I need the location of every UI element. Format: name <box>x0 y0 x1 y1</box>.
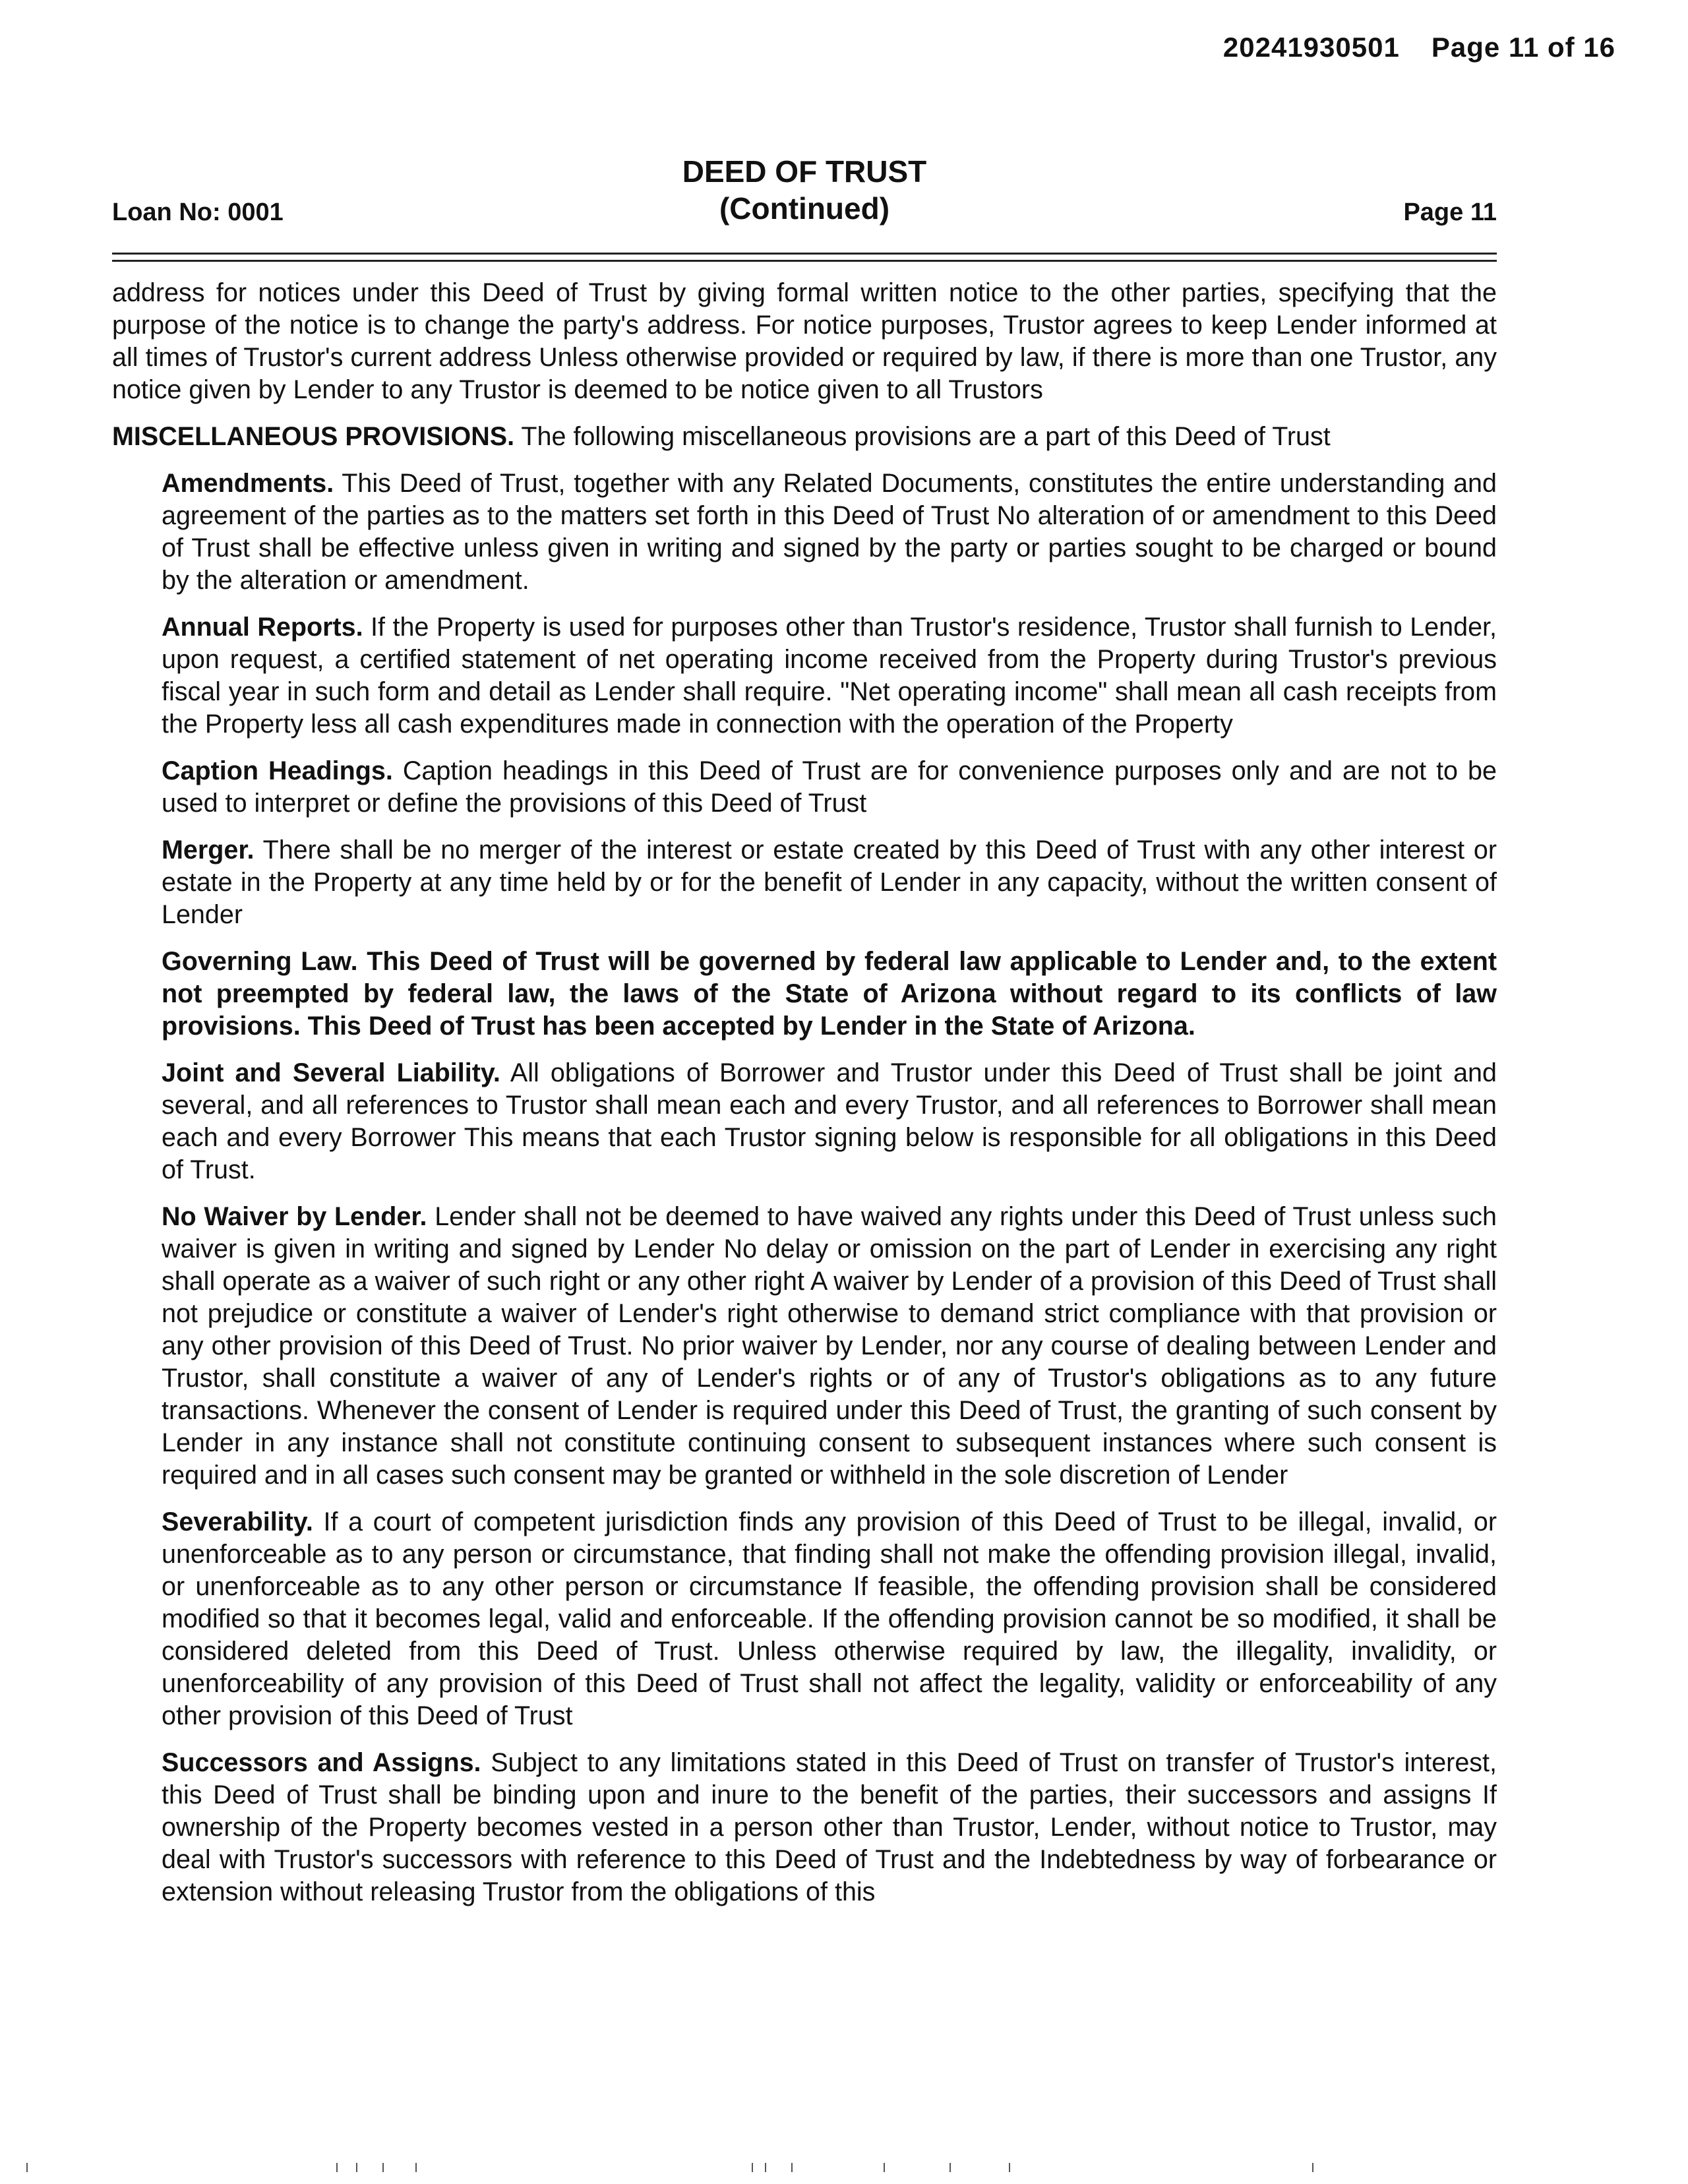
scan-mark <box>791 2163 793 2172</box>
provision-annual-reports <box>112 611 1497 741</box>
provision-text: Subject to any limitations stated in this Deed of Trust on transfer of Trustor's interest, this Deed of Trust shall be binding upon and inure to the benefit of the parties, their successors and assigns If ownership of the Property becomes vested in a person other than Trustor, Lender, without notice to Trustor, may deal with Trustor's successors with reference to this Deed of Trust and the Indebtedness by way of forbearance or extension without releasing Trustor from the obligations of this <box>162 1748 1497 1906</box>
provision-text: This Deed of Trust, together with any Related Documents, constitutes the entire understanding and agreement of the parties as to the matters set forth in this Deed of Trust No alteration of or amendment to this Deed of Trust shall be effective unless given in writing and signed by the party or parties sought to be charged or bound by the alteration or amendment. <box>162 469 1497 595</box>
scan-mark <box>884 2163 885 2172</box>
document-body <box>112 277 1497 1923</box>
provision-label: Severability. <box>162 1507 313 1536</box>
loan-number: Loan No: 0001 <box>112 198 284 226</box>
scan-mark <box>356 2163 357 2172</box>
provision-label: Annual Reports. <box>162 613 363 642</box>
provision-label: Amendments. <box>162 469 334 498</box>
record-number: 20241930501 <box>1222 32 1400 63</box>
scan-mark <box>415 2163 417 2172</box>
provision-text: This Deed of Trust will be governed by federal law applicable to Lender and, to the extent not preempted by federal law, the laws of the State of Arizona without regard to its conflicts of law provisions. This Deed of Trust has been accepted by Lender in the State of Arizona. <box>162 947 1497 1041</box>
title-continued: (Continued) <box>719 191 890 226</box>
scan-mark <box>1312 2163 1313 2172</box>
provision-successors-assigns <box>112 1747 1497 1908</box>
recording-number <box>1223 32 1615 63</box>
provision-caption-headings <box>112 755 1497 820</box>
provision-label: Governing Law. <box>162 947 358 976</box>
provision-governing-law <box>112 946 1497 1043</box>
provision-no-waiver <box>112 1201 1497 1492</box>
provision-text: If the Property is used for purposes other than Trustor's residence, Trustor shall furnish to Lender, upon request, a certified statement of net operating income received from the Property during Trustor's previous fiscal year in such form and detail as Lender shall require. "Net operating income" shall mean all cash receipts from the Property less all cash expenditures made in connection with the operation of the Property <box>162 613 1497 739</box>
provision-text: Caption headings in this Deed of Trust are for convenience purposes only and are not to be used to interpret or define the provisions of this Deed of Trust <box>162 756 1497 818</box>
scan-mark <box>26 2163 28 2172</box>
intro-paragraph: address for notices under this Deed of Trust by giving formal written notice to the other parties, specifying that the purpose of the notice is to change the party's address. For notice purposes, Trustor agrees to keep Lender informed at all times of Trustor's current address Unless otherwise provided or required by law, if there is more than one Trustor, any notice given by Lender to any Trustor is deemed to be notice given to all Trustors <box>112 278 1497 404</box>
provision-text: There shall be no merger of the interest or estate created by this Deed of Trust with any other interest or estate in the Property at any time held by or for the benefit of Lender in any capacity, without the written consent of Lender <box>162 835 1497 929</box>
scan-mark <box>765 2163 766 2172</box>
provision-label: No Waiver by Lender. <box>162 1202 427 1231</box>
scan-mark <box>382 2163 384 2172</box>
misc-label: MISCELLANEOUS PROVISIONS. <box>112 422 515 451</box>
provision-merger <box>112 834 1497 931</box>
provision-text: If a court of competent jurisdiction finds any provision of this Deed of Trust to be illegal, invalid, or unenforceable as to any person or circumstance, that finding shall not make the offending provision illegal, invalid, or unenforceable as to any other person or circumstance If feasible, the offending provision shall be considered modified so that it becomes legal, valid and enforceable. If the offending provision cannot be so modified, it shall be considered deleted from this Deed of Trust. Unless otherwise required by law, the illegality, invalidity, or unenforceability of any provision of this Deed of Trust shall not affect the legality, validity or enforceability of any other provision of this Deed of Trust <box>162 1507 1497 1730</box>
misc-provisions-heading <box>112 421 1497 453</box>
scan-edge-marks <box>0 2163 1688 2176</box>
provision-label: Successors and Assigns. <box>162 1748 481 1777</box>
provision-joint-several-liability <box>112 1057 1497 1186</box>
page-number: Page 11 <box>1403 198 1497 226</box>
scan-mark <box>336 2163 338 2172</box>
provision-text: Lender shall not be deemed to have waived any rights under this Deed of Trust unless such waiver is given in writing and signed by Lender No delay or omission on the part of Lender in exercising any right shall operate as a waiver of such right or any other right A waiver by Lender of a provision of this Deed of Trust shall not prejudice or constitute a waiver of Lender's right otherwise to demand strict compliance with that provision or any other provision of this Deed of Trust. No prior waiver by Lender, nor any course of dealing between Lender and Trustor, shall constitute a waiver of any of Lender's rights or of any of Trustor's obligations as to any future transactions. Whenever the consent of Lender is required under this Deed of Trust, the granting of such consent by Lender in any instance shall not constitute continuing consent to subsequent instances where such consent is required and in all cases such consent may be granted or withheld in the sole discretion of Lender <box>162 1202 1497 1490</box>
provision-label: Joint and Several Liability. <box>162 1058 500 1087</box>
provision-severability <box>112 1506 1497 1732</box>
document-header <box>112 153 1497 232</box>
provision-label: Caption Headings. <box>162 756 393 785</box>
provision-label: Merger. <box>162 835 255 864</box>
record-page-of: Page 11 of 16 <box>1431 32 1615 63</box>
misc-text: The following miscellaneous provisions are a part of this Deed of Trust <box>521 422 1331 451</box>
title-main: DEED OF TRUST <box>682 154 927 189</box>
document-title <box>112 153 1497 227</box>
header-double-rule <box>112 253 1497 262</box>
provision-amendments <box>112 468 1497 597</box>
scan-mark <box>1009 2163 1010 2172</box>
scan-mark <box>752 2163 753 2172</box>
provision-text: All obligations of Borrower and Trustor under this Deed of Trust shall be joint and several, and all references to Trustor shall mean each and every Trustor, and all references to Borrower shall mean each and every Borrower This means that each Trustor signing below is responsible for all obligations in this Deed of Trust. <box>162 1058 1497 1184</box>
scan-mark <box>950 2163 951 2172</box>
